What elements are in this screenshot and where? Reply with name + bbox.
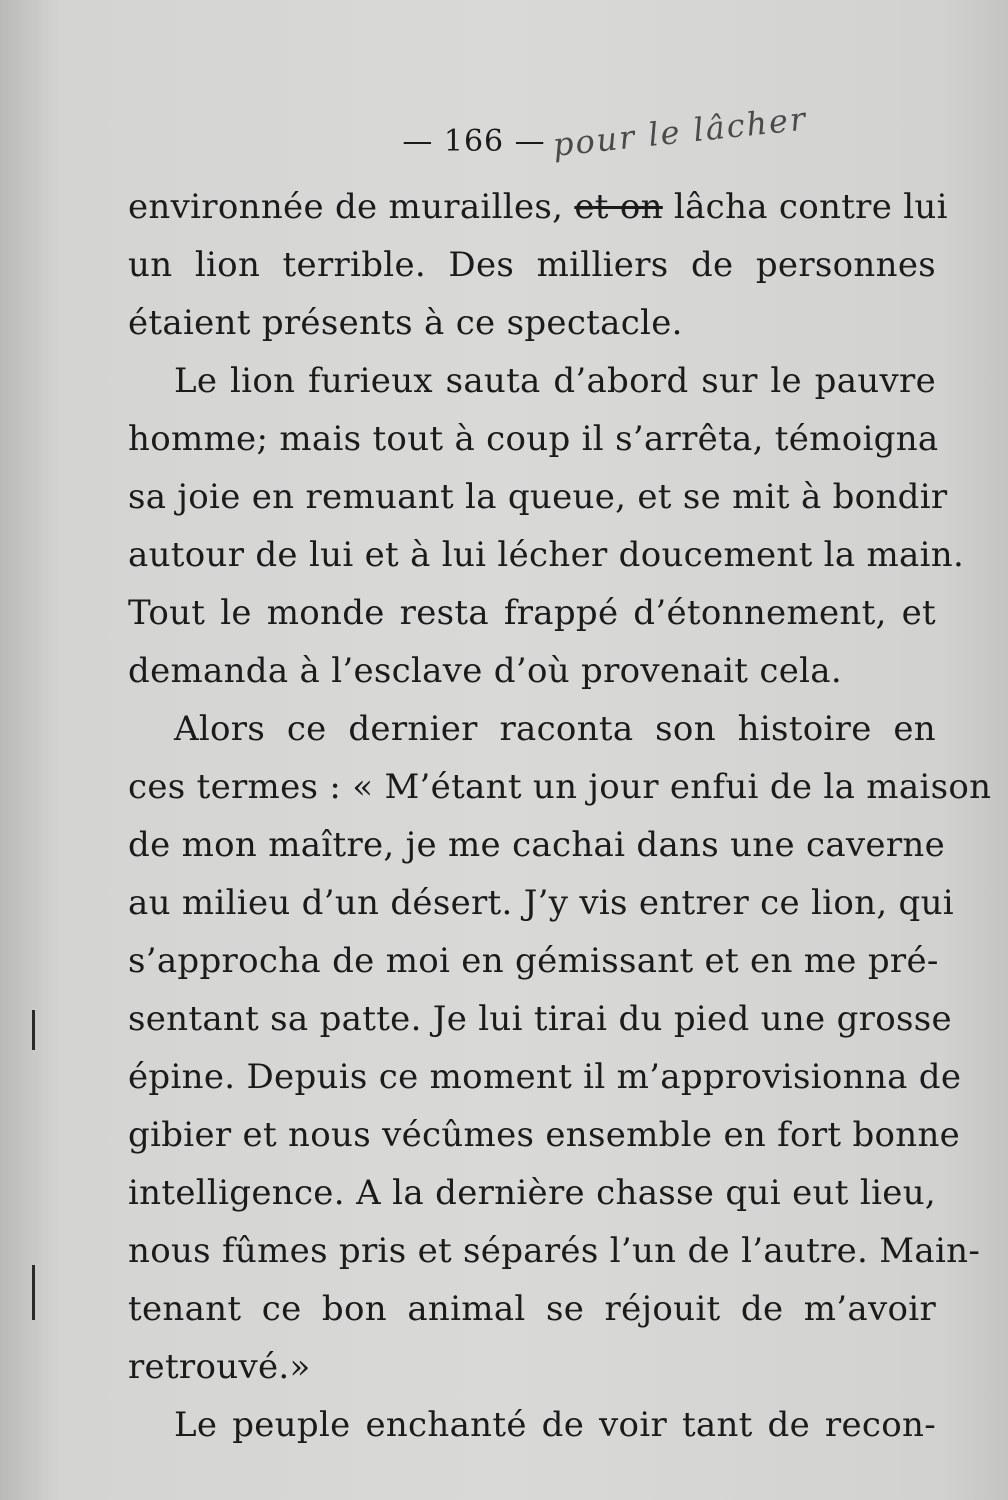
- page-number: — 166 —: [402, 124, 546, 159]
- text-line: épine. Depuis ce moment il m’approvisionna de: [128, 1057, 962, 1097]
- text-line: étaient présents à ce spectacle.: [128, 303, 683, 343]
- margin-mark: [32, 1265, 35, 1320]
- text-line: gibier et nous vécûmes ensemble en fort bonne: [128, 1115, 961, 1155]
- text-line: de mon maître, je me cachai dans une caverne: [128, 825, 946, 865]
- text-line: demanda à l’esclave d’où provenait cela.: [128, 651, 842, 691]
- struck-text: et on: [574, 187, 663, 227]
- text-line: intelligence. A la dernière chasse qui eut lieu,: [128, 1173, 936, 1213]
- text-line: autour de lui et à lui lécher doucement la main.: [128, 535, 965, 575]
- margin-mark: [32, 1010, 35, 1050]
- text-line: ces termes : « M’étant un jour enfui de la maison: [128, 767, 992, 807]
- text-line: Alors ce dernier raconta son histoire en: [174, 709, 936, 749]
- text-line: environnée de murailles, et on lâcha contre lui: [128, 187, 948, 227]
- text-line: sa joie en remuant la queue, et se mit à bondir: [128, 477, 948, 517]
- text-line: homme; mais tout à coup il s’arrêta, témoigna: [128, 419, 939, 459]
- text-line: un lion terrible. Des milliers de personnes: [128, 245, 936, 285]
- text-line: tenant ce bon animal se réjouit de m’avoir: [128, 1289, 936, 1329]
- text-line: Tout le monde resta frappé d’étonnement, et: [128, 593, 936, 633]
- text-line: Le peuple enchanté de voir tant de recon-: [174, 1405, 936, 1445]
- text-line: sentant sa patte. Je lui tirai du pied une grosse: [128, 999, 952, 1039]
- body-text: [128, 178, 992, 1454]
- text-line: Le lion furieux sauta d’abord sur le pauvre: [174, 361, 936, 401]
- text-line: nous fûmes pris et séparés l’un de l’autre. Main-: [128, 1231, 981, 1271]
- handwritten-annotation: pour le lâcher: [551, 99, 809, 164]
- text-line: au milieu d’un désert. J’y vis entrer ce lion, qui: [128, 883, 954, 923]
- text-line: s’approcha de moi en gémissant et en me pré-: [128, 941, 939, 981]
- text-line: retrouvé.»: [128, 1347, 311, 1387]
